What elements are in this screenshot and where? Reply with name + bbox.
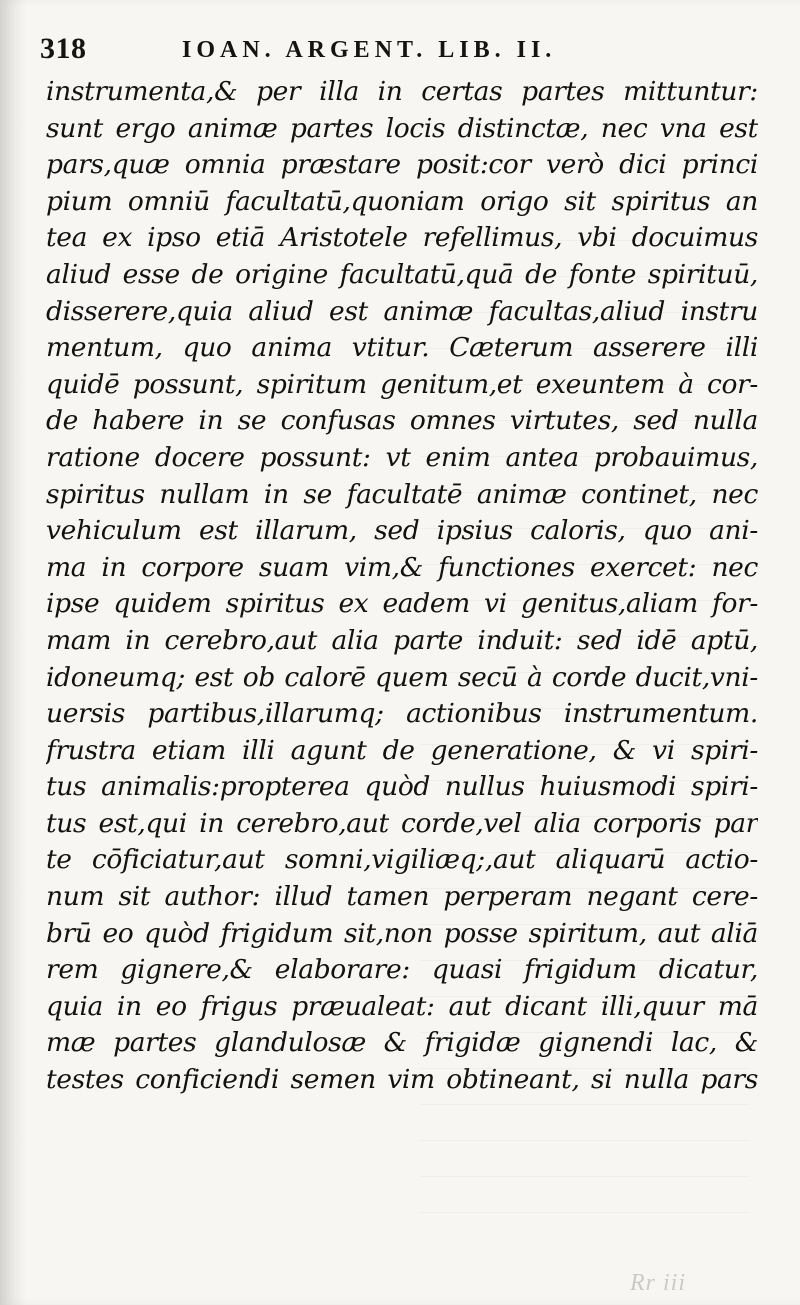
text-line: num sit author: illud tamen perperam negant cere-: [46, 881, 758, 913]
text-line: te cōficiatur,aut somni,vigiliæq;,aut aliquarū actio-: [46, 844, 758, 876]
page-header: [40, 28, 760, 68]
text-line: pars,quæ omnia præstare posit:cor verò dici princi: [46, 149, 758, 181]
text-line: quidē possunt, spiritum genitum,et exeuntem à cor-: [46, 368, 758, 400]
signature-mark: Rr iii: [630, 1270, 687, 1296]
text-line: idoneumq; est ob calorē quem secū à corde ducit,vni-: [46, 661, 758, 693]
text-line: quia in eo frigus præualeat: aut dicant illi,quur mā: [46, 990, 758, 1022]
text-line: ipse quidem spiritus ex eadem vi genitus,aliam for-: [46, 588, 758, 620]
text-line: vehiculum est illarum, sed ipsius caloris, quo ani-: [46, 515, 758, 547]
text-line: pium omniū facultatū,quoniam origo sit spiritus an: [46, 185, 758, 217]
text-line: mentum, quo anima vtitur. Cæterum asserere illi: [46, 332, 758, 364]
running-head: IOAN. ARGENT. LIB. II.: [182, 37, 557, 63]
text-line: spiritus nullam in se facultatē animæ continet, nec: [46, 478, 758, 510]
text-line: disserere,quia aliud est animæ facultas,aliud instru: [46, 295, 758, 327]
text-line: tus est,qui in cerebro,aut corde,vel alia corporis par: [46, 807, 758, 839]
text-line: ma in corpore suam vim,& functiones exercet: nec: [46, 551, 758, 583]
text-line: sunt ergo animæ partes locis distinctæ, nec vna est: [46, 112, 758, 144]
text-line: tus animalis:propterea quòd nullus huiusmodi spiri-: [46, 771, 758, 803]
page-number: 318: [40, 32, 87, 65]
text-line: de habere in se confusas omnes virtutes, sed nulla: [46, 405, 758, 437]
text-line: frustra etiam illi agunt de generatione, & vi spiri-: [46, 734, 758, 766]
spine-shadow: [0, 0, 26, 1305]
text-line: uersis partibus,illarumq; actionibus instrumentum.: [46, 698, 758, 730]
text-line: testes conficiendi semen vim obtineant, si nulla pars: [46, 1064, 758, 1096]
text-line: brū eo quòd frigidum sit,non posse spiritum, aut aliā: [46, 917, 758, 949]
text-line: tea ex ipso etiā Aristotele refellimus, vbi docuimus: [46, 222, 758, 254]
body-text: [46, 74, 758, 1099]
text-line: ratione docere possunt: vt enim antea probauimus,: [46, 441, 758, 473]
text-line: mam in cerebro,aut alia parte induit: sed idē aptū,: [46, 624, 758, 656]
text-line: aliud esse de origine facultatū,quā de fonte spirituū,: [46, 258, 758, 290]
text-line: instrumenta,& per illa in certas partes mittuntur:: [46, 76, 758, 107]
text-line: mæ partes glandulosæ & frigidæ gignendi lac, &: [46, 1027, 758, 1059]
text-line: rem gignere,& elaborare: quasi frigidum dicatur,: [46, 954, 758, 986]
